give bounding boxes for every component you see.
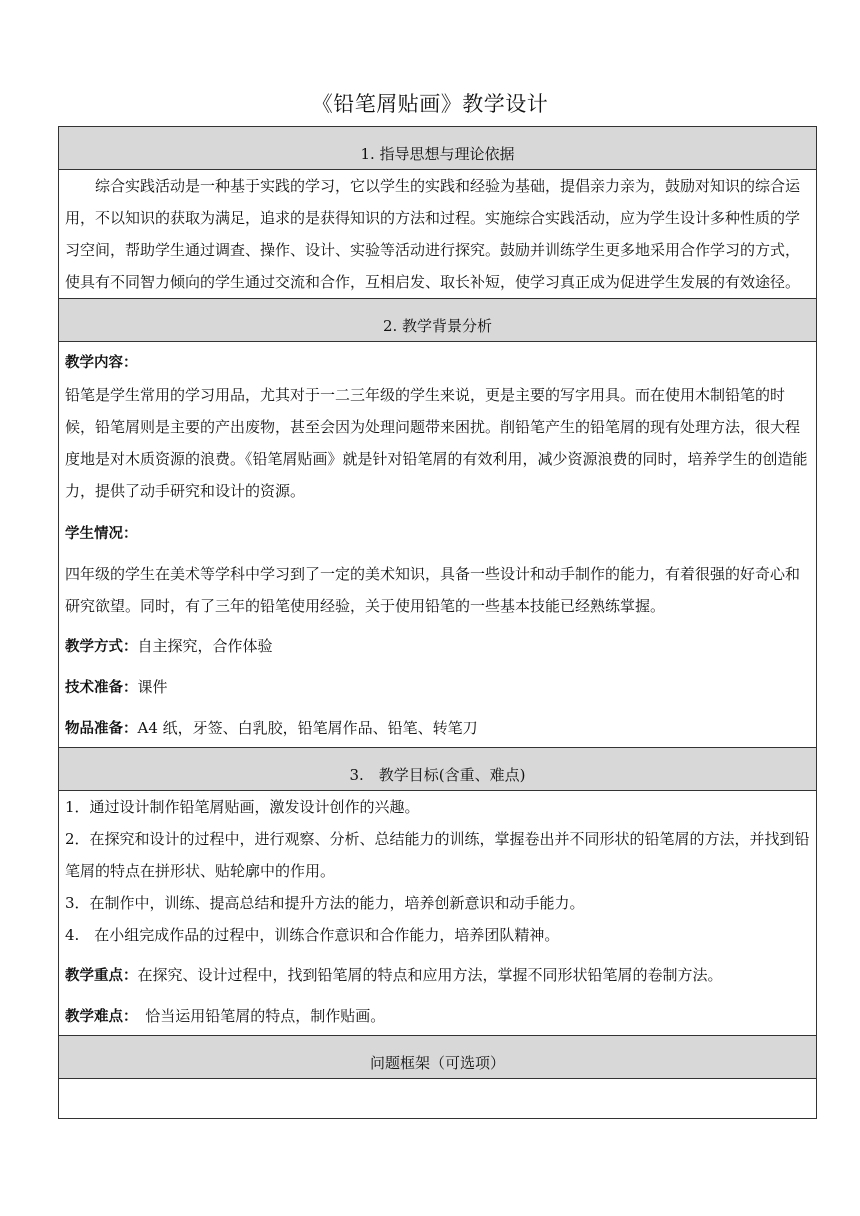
section-heading-objectives: 3. 教学目标(含重、难点)	[59, 748, 817, 791]
question-framework-body	[59, 1079, 817, 1119]
objective-item: 3．在制作中，训练、提高总结和提升方法的能力，培养创新意识和动手能力。	[65, 894, 585, 912]
section-body-background	[59, 342, 817, 748]
section-heading-background: 2. 教学背景分析	[59, 299, 817, 342]
section-heading-guiding-ideas: 1. 指导思想与理论依据	[59, 127, 817, 170]
materials-preparation-value: A4 纸，牙签、白乳胶，铅笔屑作品、铅笔、转笔刀	[137, 719, 478, 737]
teaching-content-label: 教学内容：	[65, 355, 138, 371]
key-point-label: 教学重点：	[65, 968, 138, 984]
tech-preparation-value: 课件	[137, 678, 168, 696]
materials-preparation-label: 物品准备：	[65, 721, 138, 737]
section-heading-question-framework: 问题框架（可选项）	[59, 1036, 817, 1079]
key-point	[65, 959, 810, 992]
tech-preparation-label: 技术准备：	[65, 680, 138, 696]
student-situation-label: 学生情况：	[65, 526, 138, 542]
objective-item: 4. 在小组完成作品的过程中，训练合作意识和合作能力，培养团队精神。	[65, 926, 560, 944]
difficulty-point	[65, 1000, 810, 1033]
objective-item: 1．通过设计制作铅笔屑贴画，激发设计创作的兴趣。	[65, 798, 420, 816]
teaching-method-value: 自主探究，合作体验	[137, 637, 273, 655]
key-point-value: 在探究、设计过程中，找到铅笔屑的特点和应用方法，掌握不同形状铅笔屑的卷制方法。	[137, 966, 723, 984]
page-title: 《铅笔屑贴画》教学设计	[311, 92, 549, 116]
objectives-list	[65, 791, 810, 951]
difficulty-point-value: 恰当运用铅笔屑的特点，制作贴画。	[130, 1007, 386, 1025]
section-body-guiding-ideas	[59, 170, 817, 299]
teaching-content-text: 铅笔是学生常用的学习用品，尤其对于一二三年级的学生来说，更是主要的写字用具。而在使用木制铅笔的时候，铅笔屑则是主要的产出废物，甚至会因为处理问题带来困扰。削铅笔产生的铅笔屑的现有处理方法，很大程度地是对木质资源的浪费。《铅笔屑贴画》就是针对铅笔屑的有效利用，减少资源浪费的同时，培养学生的创造能力，提供了动手研究和设计的资源。	[65, 386, 808, 500]
objective-item: 2．在探究和设计的过程中，进行观察、分析、总结能力的训练，掌握卷出并不同形状的铅笔屑的方法，并找到铅笔屑的特点在拼形状、贴轮廓中的作用。	[65, 830, 810, 880]
tech-preparation	[65, 671, 810, 704]
teaching-method-label: 教学方式：	[65, 639, 138, 655]
student-situation-text: 四年级的学生在美术等学科中学习到了一定的美术知识，具备一些设计和动手制作的能力，有着很强的好奇心和研究欲望。同时，有了三年的铅笔使用经验，关于使用铅笔的一些基本技能已经熟练掌握。	[65, 565, 801, 615]
materials-preparation	[65, 712, 810, 745]
teaching-method	[65, 630, 810, 663]
design-table	[58, 126, 817, 1119]
difficulty-point-label: 教学难点：	[65, 1009, 131, 1025]
guiding-ideas-text: 综合实践活动是一种基于实践的学习，它以学生的实践和经验为基础，提倡亲力亲为，鼓励对知识的综合运用，不以知识的获取为满足，追求的是获得知识的方法和过程。实施综合实践活动，应为学生设计多种性质的学习空间，帮助学生通过调查、操作、设计、实验等活动进行探究。鼓励并训练学生更多地采用合作学习的方式，使具有不同智力倾向的学生通过交流和合作，互相启发、取长补短，使学习真正成为促进学生发展的有效途径。	[65, 177, 801, 291]
section-body-objectives	[59, 791, 817, 1036]
